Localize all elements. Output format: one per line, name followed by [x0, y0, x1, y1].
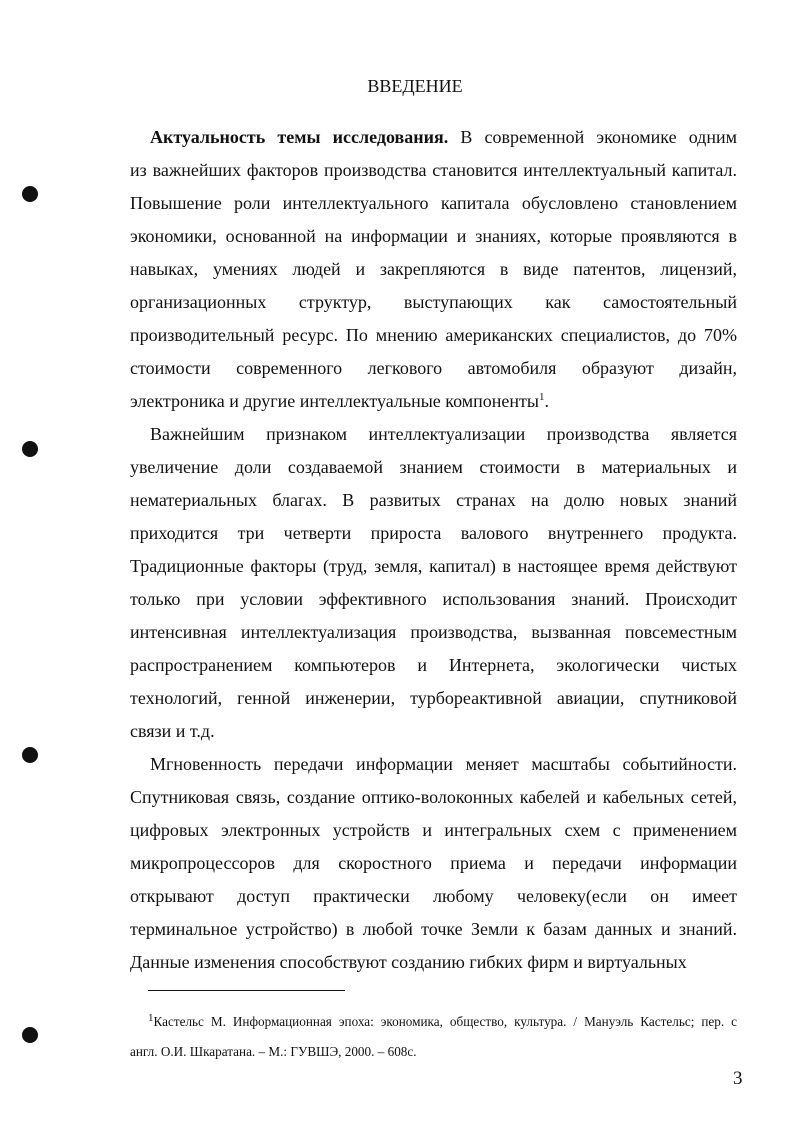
- line-text: Важнейшим признаком интеллектуализации производства является: [150, 424, 737, 444]
- text-line: [130, 192, 737, 214]
- text-line: [130, 687, 737, 709]
- line-text: производительный ресурс. По мнению американских специалистов, до 70%: [130, 325, 737, 345]
- text-line: [130, 885, 737, 907]
- text-line: [150, 423, 737, 445]
- line-text: из важнейших факторов производства становится интеллектуальный капитал.: [130, 160, 737, 180]
- line-text: связи и т.д.: [130, 721, 215, 741]
- footnote-line-1: [148, 1014, 737, 1030]
- text-line: [130, 324, 737, 346]
- scan-hole-mark: [22, 1027, 38, 1043]
- footnote-number: 1: [148, 1012, 154, 1024]
- text-line: [130, 291, 737, 313]
- line-text: Повышение роли интеллектуального капитала обусловлено становлением: [130, 193, 737, 213]
- text-line: [130, 951, 737, 973]
- line-text: Традиционные факторы (труд, земля, капитал) в настоящее время действуют: [130, 556, 737, 576]
- line-text: навыках, умениях людей и закрепляются в виде патентов, лицензий,: [130, 259, 737, 279]
- text-line: [130, 786, 737, 808]
- line-text: Данные изменения способствуют созданию гибких фирм и виртуальных: [130, 952, 687, 972]
- text-line: [130, 588, 737, 610]
- text-line: [130, 720, 737, 742]
- line-text: стоимости современного легкового автомобиля образуют дизайн,: [130, 358, 737, 378]
- footnote-text: Кастельс М. Информационная эпоха: экономика, общество, культура. / Мануэль Кастельс; пер. с: [153, 1014, 737, 1029]
- line-text: цифровых электронных устройств и интегральных схем с применением: [130, 820, 737, 840]
- scan-hole-mark: [22, 186, 38, 202]
- text-line: [130, 357, 737, 379]
- line-text: экономики, основанной на информации и знаниях, которые проявляются в: [130, 226, 737, 246]
- text-line: [130, 654, 737, 676]
- text-line: [130, 852, 737, 874]
- text-line: [150, 753, 737, 775]
- text-line: [130, 159, 737, 181]
- line-text: распространением компьютеров и Интернета, экологически чистых: [130, 655, 737, 675]
- footnote-reference[interactable]: 1: [539, 391, 545, 403]
- text-line: [130, 258, 737, 280]
- text-line: [150, 126, 737, 148]
- text-line: [130, 819, 737, 841]
- line-text: В современной экономике одним: [448, 127, 737, 147]
- bold-lead: Актуальность темы исследования.: [150, 127, 449, 147]
- text-line: [130, 390, 737, 412]
- line-text: Мгновенность передачи информации меняет масштабы событийности.: [150, 754, 737, 774]
- section-title: ВВЕДЕНИЕ: [367, 76, 463, 96]
- line-text: открывают доступ практически любому человеку(если он имеет: [130, 886, 737, 906]
- line-text: только при условии эффективного использования знаний. Происходит: [130, 589, 737, 609]
- line-text: электроника и другие интеллектуальные компоненты: [130, 391, 540, 411]
- text-line: [130, 489, 737, 511]
- line-text: организационных структур, выступающих как самостоятельный: [130, 292, 737, 312]
- scan-hole-mark: [22, 747, 38, 763]
- line-text: терминальное устройство) в любой точке Земли к базам данных и знаний.: [130, 919, 737, 939]
- footnote-separator: [148, 990, 345, 991]
- line-text: нематериальных благах. В развитых странах на долю новых знаний: [130, 490, 737, 510]
- text-line: [130, 456, 737, 478]
- text-line: [130, 621, 737, 643]
- text-line: [130, 555, 737, 577]
- line-text: микропроцессоров для скоростного приема и передачи информации: [130, 853, 737, 873]
- text-line: [130, 522, 737, 544]
- line-text: Спутниковая связь, создание оптико-волоконных кабелей и кабельных сетей,: [130, 787, 737, 807]
- text-line: [130, 225, 737, 247]
- line-text: интенсивная интеллектуализация производства, вызванная повсеместным: [130, 622, 737, 642]
- text-line: [130, 918, 737, 940]
- scan-hole-mark: [22, 441, 38, 457]
- line-text: технологий, генной инженерии, турбореактивной авиации, спутниковой: [130, 688, 737, 708]
- line-tail: .: [544, 391, 550, 411]
- line-text: увеличение доли создаваемой знанием стоимости в материальных и: [130, 457, 737, 477]
- line-text: приходится три четверти прироста валового внутреннего продукта.: [130, 523, 737, 543]
- footnote-line-2: англ. О.И. Шкаратана. – М.: ГУВШЭ, 2000. – 608с.: [130, 1044, 417, 1059]
- page-number: 3: [733, 1068, 743, 1089]
